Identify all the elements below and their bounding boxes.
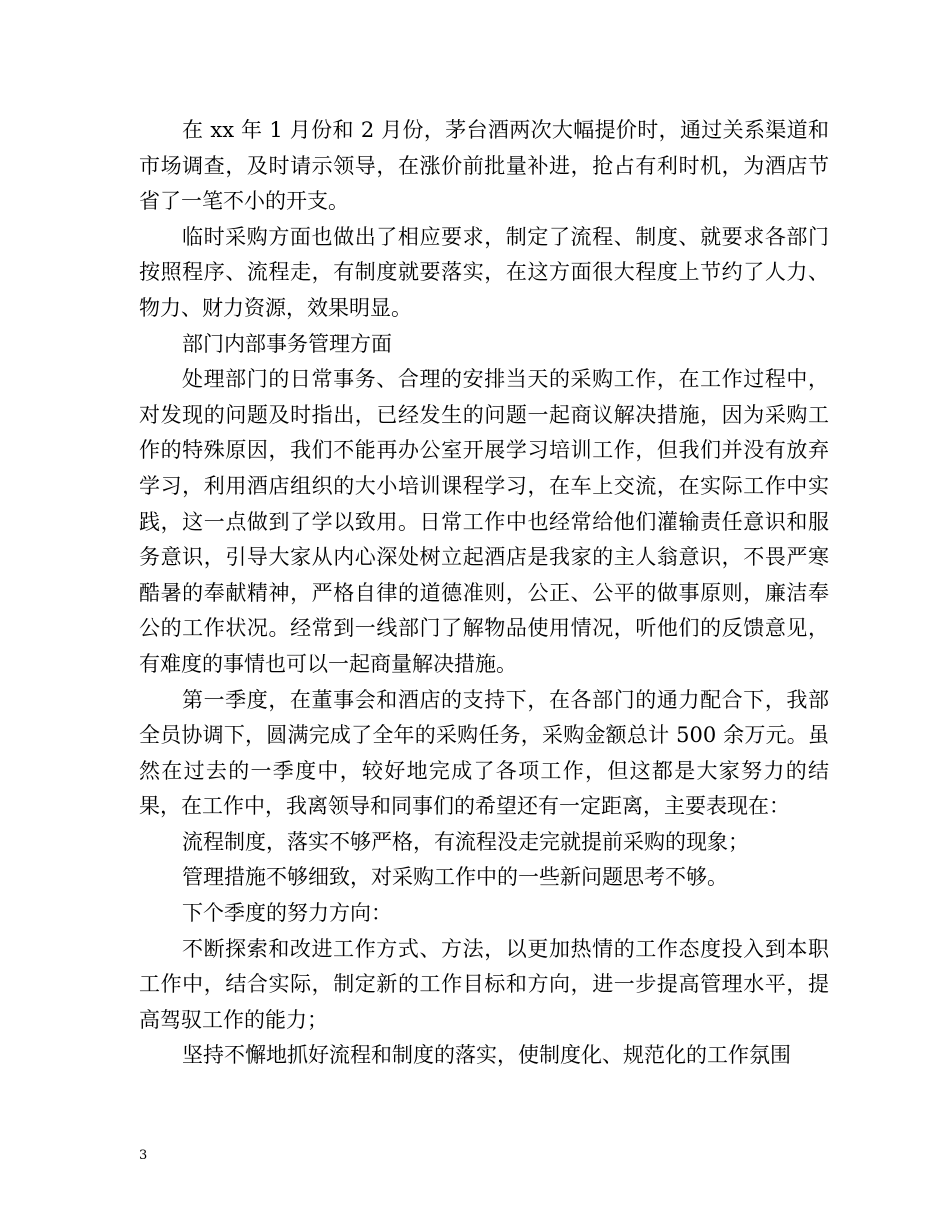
document-body xyxy=(139,113,829,1074)
paragraph-management-issue: 管理措施不够细致，对采购工作中的一些新问题思考不够。 xyxy=(182,865,728,890)
paragraph-price-increase: 在 xx 年 1 月份和 2 月份，茅台酒两次大幅提价时，通过关系渠道和市场调查，及时请示领导，在涨价前批量补进，抢占有利时机，为酒店节省了一笔不小的开支。 xyxy=(139,118,829,214)
page-number: 3 xyxy=(139,1148,148,1163)
section-heading-internal-management: 部门内部事务管理方面 xyxy=(182,331,392,356)
paragraph-first-quarter: 第一季度，在董事会和酒店的支持下，在各部门的通力配合下，我部全员协调下，圆满完成了全年的采购任务，采购金额总计 500 余万元。虽然在过去的一季度中，较好地完成了各项工作，但这都是大家努力的结果，在工作中，我离领导和同事们的希望还有一定距离，主要表现在： xyxy=(139,687,829,819)
section-heading-next-quarter: 下个季度的努力方向： xyxy=(182,901,392,926)
paragraph-process-issue: 流程制度，落实不够严格，有流程没走完就提前采购的现象； xyxy=(182,829,749,854)
paragraph-temporary-purchase: 临时采购方面也做出了相应要求，制定了流程、制度、就要求各部门按照程序、流程走，有制度就要落实，在这方面很大程度上节约了人力、物力、财力资源，效果明显。 xyxy=(139,224,829,320)
paragraph-persist: 坚持不懈地抓好流程和制度的落实，使制度化、规范化的工作氛围 xyxy=(182,1043,791,1068)
paragraph-explore-improve: 不断探索和改进工作方式、方法，以更加热情的工作态度投入到本职工作中，结合实际，制定新的工作目标和方向，进一步提高管理水平，提高驾驭工作的能力； xyxy=(139,936,829,1032)
paragraph-daily-affairs: 处理部门的日常事务、合理的安排当天的采购工作，在工作过程中，对发现的问题及时指出，已经发生的问题一起商议解决措施，因为采购工作的特殊原因，我们不能再办公室开展学习培训工作，但我们并没有放弃学习，利用酒店组织的大小培训课程学习，在车上交流，在实际工作中实践，这一点做到了学以致用。日常工作中也经常给他们灌输责任意识和服务意识，引导大家从内心深处树立起酒店是我家的主人翁意识，不畏严寒酷暑的奉献精神，严格自律的道德准则，公正、公平的做事原则，廉洁奉公的工作状况。经常到一线部门了解物品使用情况，听他们的反馈意见，有难度的事情也可以一起商量解决措施。 xyxy=(139,367,829,676)
